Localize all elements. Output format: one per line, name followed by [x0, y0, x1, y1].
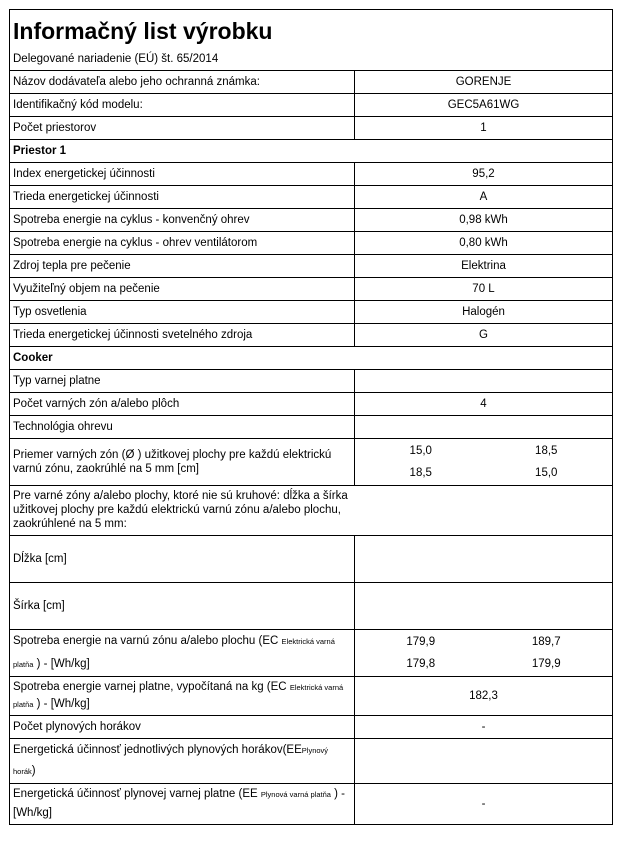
row-heat-source	[10, 255, 613, 278]
row-value: 4	[355, 393, 613, 416]
row-value: A	[355, 186, 613, 209]
row-eei	[10, 163, 613, 186]
row-zones	[10, 393, 613, 416]
row-label: Trieda energetickej účinnosti	[10, 186, 355, 209]
row-label: Počet priestorov	[10, 117, 355, 140]
row-value: -	[355, 716, 613, 739]
row-label: Spotreba energie na cyklus - konvenčný ohrev	[10, 209, 355, 232]
row-value: GORENJE	[355, 71, 613, 94]
row-value: 95,2	[355, 163, 613, 186]
cell-value: 189,7	[531, 636, 561, 648]
label-subscript: Elektrická varná platňa	[13, 637, 335, 669]
row-label: Šírka [cm]	[10, 583, 355, 630]
row-supplier	[10, 71, 613, 94]
page-title: Informačný list výrobku	[10, 10, 613, 49]
row-efficiency-class	[10, 186, 613, 209]
row-value	[355, 370, 613, 393]
row-label: Trieda energetickej účinnosti svetelného zdroja	[10, 324, 355, 347]
row-noncircular	[10, 486, 613, 536]
row-label: Spotreba energie na cyklus - ohrev ventilátorom	[10, 232, 355, 255]
row-label: Typ varnej platne	[10, 370, 355, 393]
row-label	[10, 677, 355, 716]
row-light-class	[10, 324, 613, 347]
product-info-sheet	[9, 9, 612, 825]
row-gas-burners	[10, 716, 613, 739]
row-value	[355, 536, 613, 583]
row-diameter	[10, 439, 613, 486]
label-main: Spotreba energie varnej platne, vypočítaná na kg (EC	[13, 681, 287, 693]
row-heating-tech	[10, 416, 613, 439]
row-label: Počet varných zón a/alebo plôch	[10, 393, 355, 416]
row-value: 182,3	[355, 677, 613, 716]
label-subscript: horák	[13, 767, 32, 776]
row-width	[10, 583, 613, 630]
row-value: GEC5A61WG	[355, 94, 613, 117]
label-end: ) - [Wh/kg]	[36, 658, 90, 670]
row-volume	[10, 278, 613, 301]
label-subscript: Plynový	[301, 746, 329, 755]
row-label: Zdroj tepla pre pečenie	[10, 255, 355, 278]
cell-value: 18,5	[535, 445, 558, 457]
row-label: Využiteľný objem na pečenie	[10, 278, 355, 301]
row-value: G	[355, 324, 613, 347]
row-value: -	[355, 784, 613, 825]
label-main: Energetická účinnosť plynovej varnej platne (EE	[13, 788, 258, 800]
row-label: Technológia ohrevu	[10, 416, 355, 439]
row-hob-type	[10, 370, 613, 393]
row-value: Halogén	[355, 301, 613, 324]
row-hob-consumption	[10, 677, 613, 716]
label-subscript: Elektrická varná platňa	[13, 683, 344, 709]
row-value: Elektrina	[355, 255, 613, 278]
row-label: Identifikačný kód modelu:	[10, 94, 355, 117]
row-gas-burner-efficiency	[10, 739, 613, 784]
row-model	[10, 94, 613, 117]
row-lighting	[10, 301, 613, 324]
label-subscript: Plynová varná platňa	[260, 790, 331, 799]
label-main: Energetická účinnosť jednotlivých plynových horákov(EE	[13, 744, 302, 756]
row-zone-consumption	[10, 630, 613, 677]
label-end: )	[31, 765, 36, 777]
row-label: Typ osvetlenia	[10, 301, 355, 324]
row-value: 70 L	[355, 278, 613, 301]
row-cavities	[10, 117, 613, 140]
label-end: ) - [Wh/kg]	[36, 698, 90, 710]
row-length	[10, 536, 613, 583]
row-value: 0,98 kWh	[355, 209, 613, 232]
row-consumption-fan	[10, 232, 613, 255]
label-main: Spotreba energie na varnú zónu a/alebo plochu (EC	[13, 635, 279, 647]
row-label: Pre varné zóny a/alebo plochy, ktoré nie sú kruhové: dĺžka a šírka užitkovej plochy pre každú elektrickú varnú zónu a/alebo plochu, zaokrúhlené na 5 mm:	[10, 486, 613, 536]
row-label: Názov dodávateľa alebo jeho ochranná známka:	[10, 71, 355, 94]
row-label: Priemer varných zón (Ø ) užitkovej plochy pre každú elektrickú varnú zónu, zaokrúhlé na 5 mm [cm]	[10, 439, 355, 486]
row-value	[355, 416, 613, 439]
label-end: ) - [Wh/kg]	[13, 788, 345, 819]
regulation-line: Delegované nariadenie (EÚ) št. 65/2014	[10, 48, 613, 71]
row-label: Index energetickej účinnosti	[10, 163, 355, 186]
row-consumption-conventional	[10, 209, 613, 232]
row-label: Počet plynových horákov	[10, 716, 355, 739]
row-value	[355, 583, 613, 630]
cell-value: 179,9	[531, 658, 561, 670]
cell-value: 179,8	[406, 658, 436, 670]
row-label	[10, 630, 355, 677]
section-heading-cavity: Priestor 1	[10, 140, 613, 163]
row-value-pairs	[355, 630, 613, 677]
section-heading-cooker: Cooker	[10, 347, 613, 370]
row-value	[355, 739, 613, 784]
row-gas-hob-efficiency	[10, 784, 613, 825]
cell-value: 15,0	[409, 445, 432, 457]
row-label	[10, 784, 355, 825]
row-value: 1	[355, 117, 613, 140]
row-value-pairs	[355, 439, 613, 486]
cell-value: 15,0	[535, 467, 558, 479]
cell-value: 18,5	[409, 467, 432, 479]
row-value: 0,80 kWh	[355, 232, 613, 255]
row-label: Dĺžka [cm]	[10, 536, 355, 583]
cell-value: 179,9	[406, 636, 436, 648]
row-label	[10, 739, 355, 784]
product-info-table	[9, 9, 613, 825]
